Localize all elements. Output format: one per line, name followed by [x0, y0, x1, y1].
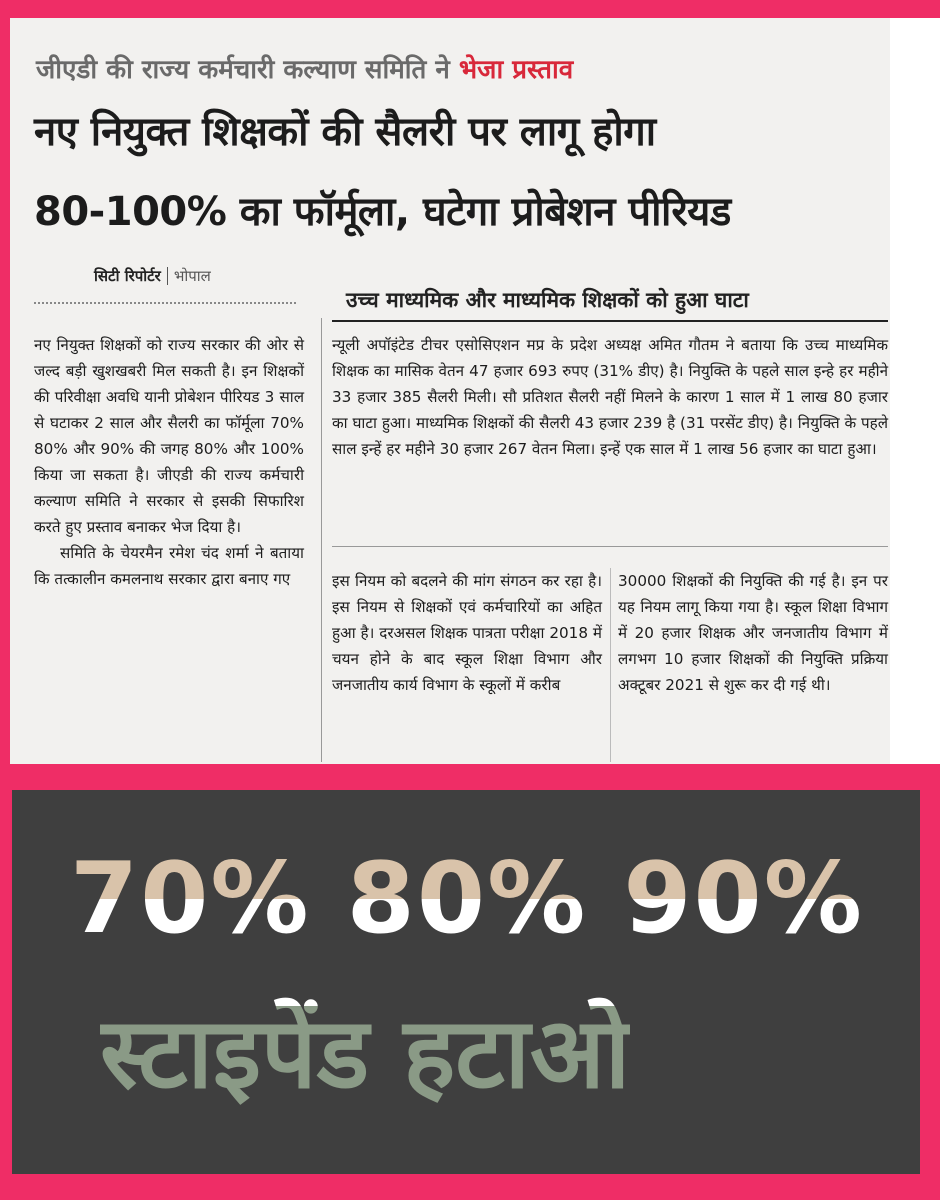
divider [332, 546, 888, 547]
byline-place: भोपाल [167, 267, 211, 285]
column-divider [321, 318, 322, 762]
paragraph: नए नियुक्त शिक्षकों को राज्य सरकार की ओर से जल्द बड़ी खुशखबरी मिल सकती है। इन शिक्षकों की परिवीक्षा अवधि यानी प्रोबेशन पीरियड 3 साल से घटाकर 2 साल और सैलरी का फॉर्मूला 70% 80% और 90% की जगह 80% और 100% किया जा सकता है। जीएडी की राज्य कर्मचारी कल्याण समिति ने सरकार से इसकी सिफारिश करते हुए प्रस्ताव बनाकर भेज दिया है। [34, 336, 304, 536]
byline [94, 266, 211, 286]
headline-line-1: नए नियुक्त शिक्षकों की सैलरी पर लागू होगा [34, 109, 656, 155]
paragraph: समिति के चेयरमैन रमेश चंद शर्मा ने बताया कि तत्कालीन कमलनाथ सरकार द्वारा बनाए गए [34, 544, 304, 588]
divider [34, 302, 296, 304]
kicker [36, 50, 573, 86]
kicker-text: जीएडी की राज्य कर्मचारी कल्याण समिति ने [36, 55, 450, 85]
right-top-text [332, 332, 888, 462]
paragraph: न्यूली अपॉइंटेड टीचर एसोसिएशन मप्र के प्रदेश अध्यक्ष अमित गौतम ने बताया कि उच्च माध्यमिक शिक्षक का मासिक वेतन 47 हजार 693 रुपए (31% डीए) है। नियुक्ति के पहले साल इन्हे हर महीने 33 हजार 385 सैलरी मिली। सौ प्रतिशत सैलरी नहीं मिलने के कारण 1 साल में 1 लाख 80 हजार का घाटा हुआ। माध्यमिक शिक्षकों की सैलरी 43 हजार 239 है (31 परसेंट डीए) है। नियुक्ति के पहले साल इन्हें हर महीने 30 हजार 267 वेतन मिला। इन्हें एक साल में 1 लाख 56 हजार का घाटा हुआ। [332, 336, 888, 458]
percentages-text: 70% 80% 90% [70, 842, 864, 956]
paragraph: इस नियम को बदलने की मांग संगठन कर रहा है। इस नियम से शिक्षकों एवं कर्मचारियों का अहित हुआ है। दरअसल शिक्षक पात्रता परीक्षा 2018 में चयन होने के बाद स्कूल शिक्षा विभाग और जनजातीय कार्य विभाग के स्कूलों में करीब [332, 572, 602, 694]
right-column [618, 568, 888, 698]
headline-line-2: 80-100% का फॉर्मूला, घटेगा प्रोबेशन पीरियड [34, 189, 731, 235]
page-margin [890, 18, 940, 764]
divider [332, 320, 888, 322]
middle-column [332, 568, 602, 698]
byline-author: सिटी रिपोर्टर [94, 267, 161, 285]
slogan-text: स्टाइपेंड हटाओ [100, 982, 630, 1116]
left-column [34, 332, 304, 592]
paragraph: 30000 शिक्षकों की नियुक्ति की गई है। इन पर यह नियम लागू किया गया है। स्कूल शिक्षा विभाग में 20 हजार शिक्षक और जनजातीय विभाग में लगभग 10 हजार शिक्षकों की नियुक्ति प्रक्रिया अक्टूबर 2021 से शुरू कर दी गई थी। [618, 572, 888, 694]
newspaper-clipping [10, 18, 890, 764]
column-divider [610, 568, 611, 762]
kicker-highlight: भेजा प्रस्ताव [458, 55, 574, 85]
subheading: उच्च माध्यमिक और माध्यमिक शिक्षकों को हुआ घाटा [346, 288, 749, 312]
